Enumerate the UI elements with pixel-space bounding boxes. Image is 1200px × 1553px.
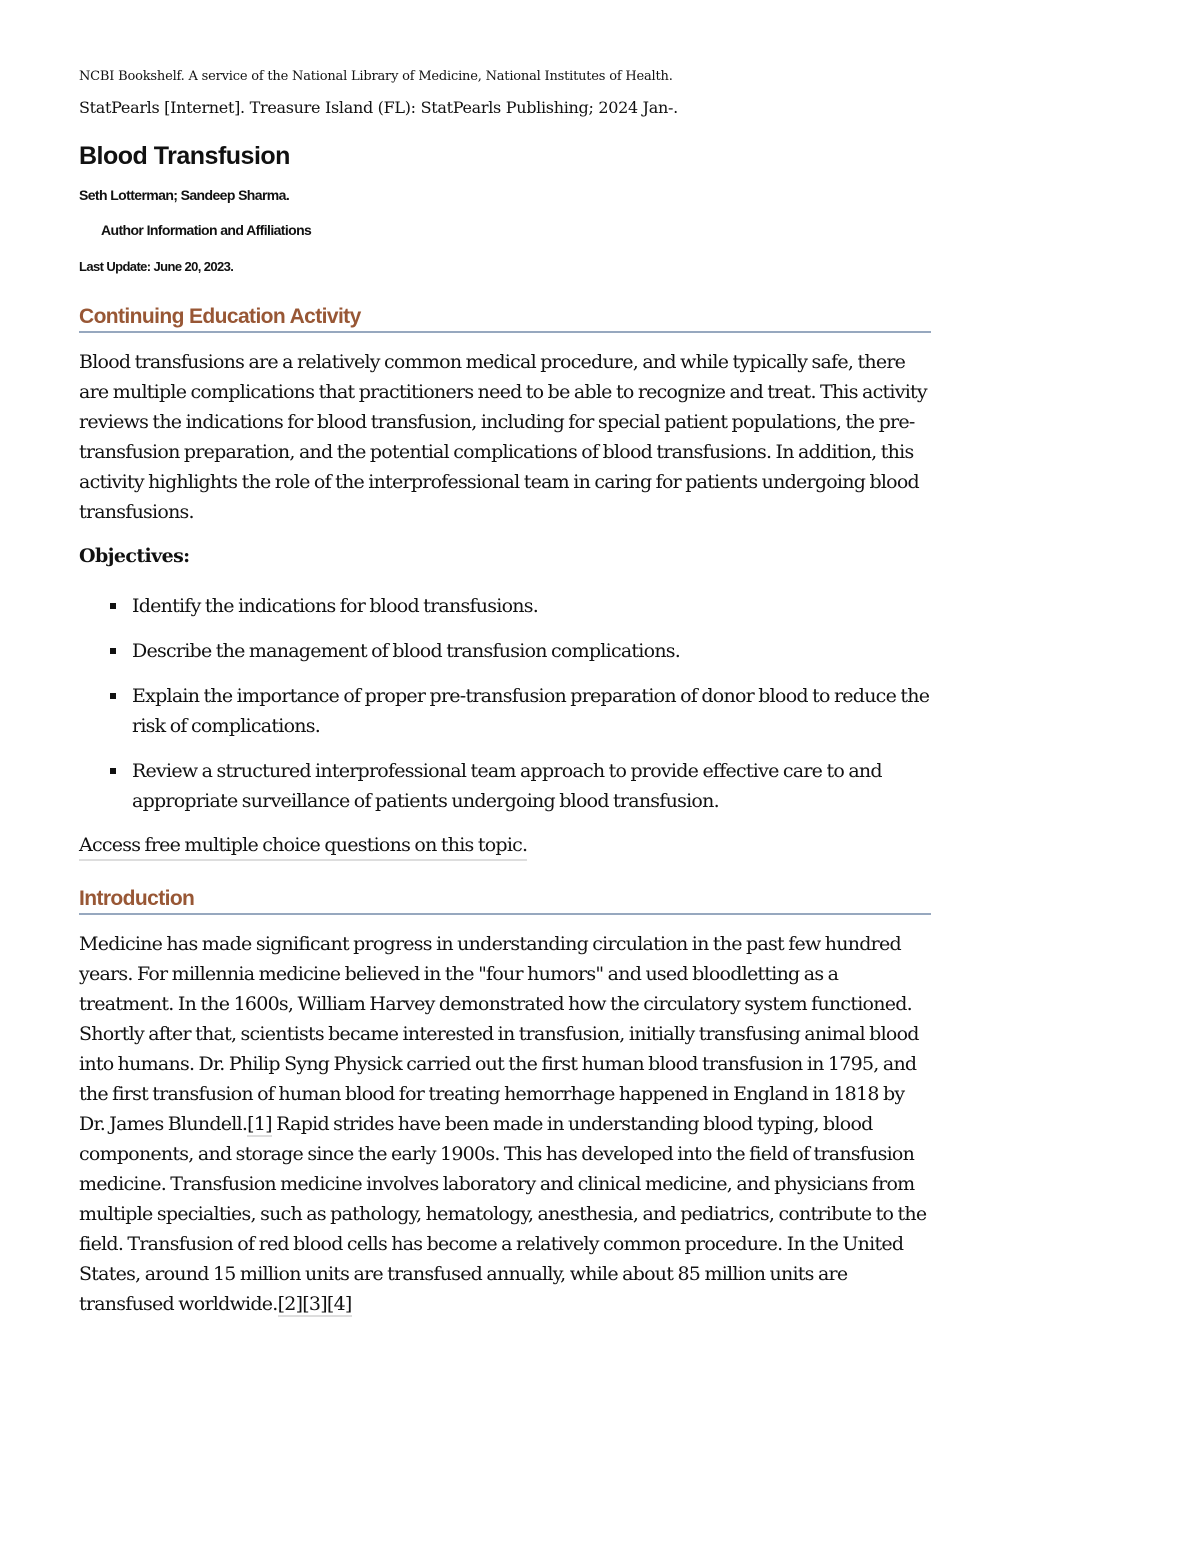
introduction-text-part2: Rapid strides have been made in understanding blood typing, blood components, and storage since the early 1900s. This has developed into the field of transfusion medicine. Transfusion medicine involves laboratory and clinical medicine, and physicians from multiple specialties, such as pathology, hematology, anesthesia, and pediatrics, contribute to the field. Transfusion of red blood cells has become a relatively common procedure. In the United States, around 15 million units are transfused annually, while about 85 million units are transfused worldwide. [79, 1113, 927, 1315]
bullet-icon [110, 693, 116, 699]
objective-text: Describe the management of blood transfusion complications. [132, 640, 681, 662]
ce-activity-paragraph: Blood transfusions are a relatively common medical procedure, and while typically safe, there are multiple complications that practitioners need to be able to recognize and treat. This activity reviews the indications for blood transfusion, including for special patient populations, the pre-transfusion preparation, and the potential complications of blood transfusions. In addition, this activity highlights the role of the interprofessional team in caring for patients undergoing blood transfusions. [79, 351, 927, 523]
bullet-icon [110, 603, 116, 609]
page-title: Blood Transfusion [79, 142, 290, 170]
author-list: Seth Lotterman; Sandeep Sharma. [79, 187, 290, 203]
objective-item [79, 756, 931, 816]
author-affiliations-link[interactable]: Author Information and Affiliations [101, 222, 312, 238]
objectives-label: Objectives: [79, 545, 190, 567]
bullet-icon [110, 648, 116, 654]
objective-text: Review a structured interprofessional team approach to provide effective care to and appropriate surveillance of patients undergoing blood transfusion. [132, 760, 882, 812]
objective-item [79, 636, 931, 666]
objective-text: Explain the importance of proper pre-transfusion preparation of donor blood to reduce the risk of complications. [132, 685, 930, 737]
objective-text: Identify the indications for blood transfusions. [132, 595, 539, 617]
reference-link-1[interactable]: [1] [247, 1113, 272, 1135]
introduction-paragraph [79, 929, 931, 1319]
objective-item [79, 681, 931, 741]
bullet-icon [110, 768, 116, 774]
reference-link-3[interactable]: [3] [302, 1293, 327, 1315]
article-page [79, 64, 931, 1319]
publication-citation: StatPearls [Internet]. Treasure Island (FL): StatPearls Publishing; 2024 Jan-. [79, 98, 678, 117]
section-heading-introduction: Introduction [79, 885, 931, 915]
objective-item [79, 591, 931, 621]
access-questions-container [79, 831, 931, 861]
reference-link-4[interactable]: [4] [326, 1293, 352, 1315]
access-questions-link[interactable]: Access free multiple choice questions on this topic. [79, 831, 527, 861]
ncbi-notice: NCBI Bookshelf. A service of the National Library of Medicine, National Institutes of Health. [79, 69, 673, 84]
introduction-text-part1: Medicine has made significant progress in understanding circulation in the past few hundred years. For millennia medicine believed in the "four humors" and used bloodletting as a treatment. In the 1600s, William Harvey demonstrated how the circulatory system functioned. Shortly after that, scientists became interested in transfusion, initially transfusing animal blood into humans. Dr. Philip Syng Physick carried out the first human blood transfusion in 1795, and the first transfusion of human blood for treating hemorrhage happened in England in 1818 by Dr. James Blundell. [79, 933, 919, 1135]
objectives-list [79, 591, 931, 816]
last-update-date: Last Update: June 20, 2023. [79, 259, 234, 274]
section-heading-continuing-education: Continuing Education Activity [79, 303, 931, 333]
reference-link-2[interactable]: [2] [277, 1293, 303, 1315]
